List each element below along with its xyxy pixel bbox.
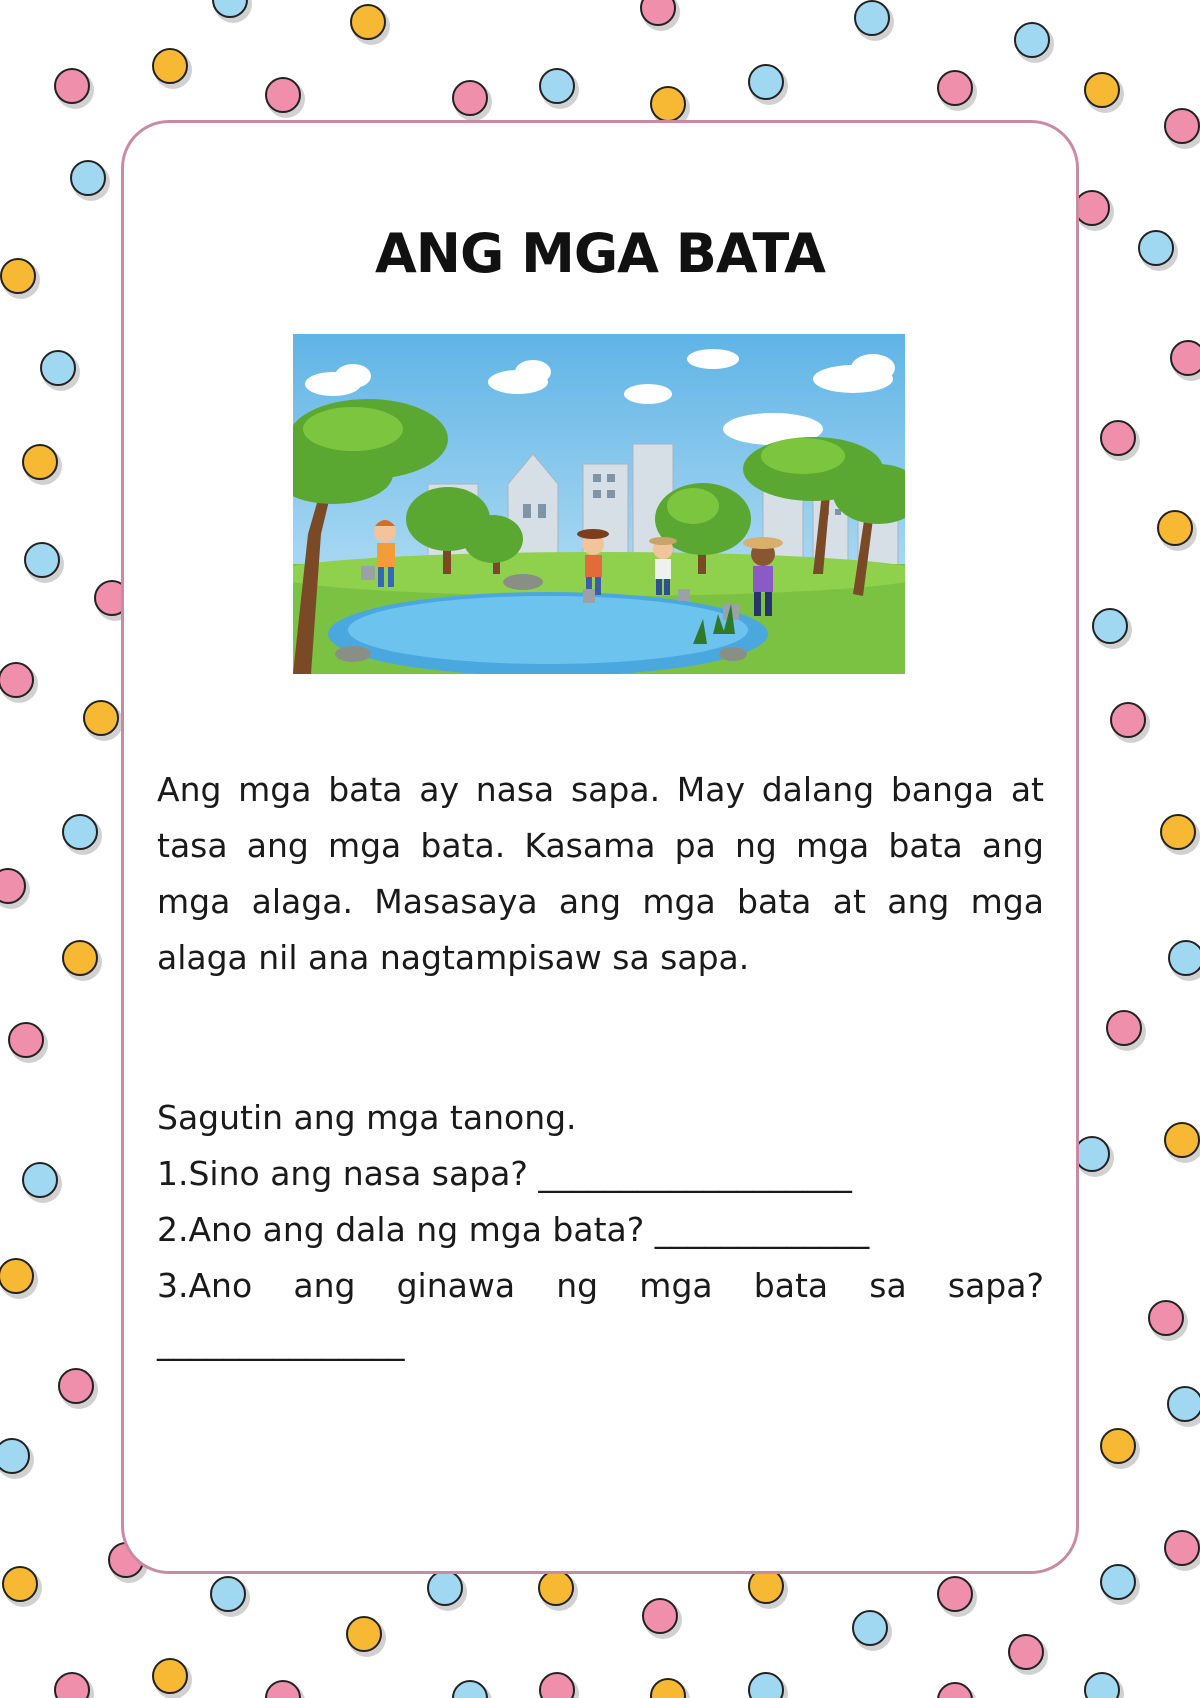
polka-dot — [938, 71, 972, 105]
polka-dot — [59, 1369, 93, 1403]
polka-dot — [1165, 1123, 1199, 1157]
polka-dot — [25, 543, 59, 577]
questions-section — [157, 1090, 1044, 1370]
polka-dot — [1168, 1387, 1200, 1421]
polka-dot — [1158, 511, 1192, 545]
polka-dot — [63, 941, 97, 975]
polka-dot — [1101, 1429, 1135, 1463]
answer-line-3: _______________ — [157, 1322, 405, 1361]
polka-dot — [1075, 1137, 1109, 1171]
polka-dot — [9, 1023, 43, 1057]
polka-dot — [266, 78, 300, 112]
polka-dot — [347, 1617, 381, 1651]
polka-dot — [1015, 23, 1049, 57]
polka-dot — [41, 351, 75, 385]
polka-dot — [0, 1259, 33, 1293]
pond-scene-illustration — [293, 334, 905, 674]
polka-dot — [1101, 421, 1135, 455]
polka-dot — [266, 1681, 300, 1698]
polka-dot — [643, 1599, 677, 1633]
polka-dot — [71, 161, 105, 195]
polka-dot — [153, 49, 187, 83]
polka-dot — [539, 1571, 573, 1605]
polka-dot — [1009, 1635, 1043, 1669]
instruction-text: Sagutin ang mga tanong. — [157, 1098, 577, 1137]
polka-dot — [855, 1, 889, 35]
polka-dot — [749, 1569, 783, 1603]
polka-dot — [1165, 1531, 1199, 1565]
polka-dot — [1171, 341, 1200, 375]
question-1: 1.Sino ang nasa sapa? ___________________ — [157, 1154, 852, 1193]
polka-dot — [651, 1679, 685, 1698]
polka-dot — [641, 0, 675, 25]
polka-dot — [938, 1577, 972, 1611]
polka-dot — [1161, 815, 1195, 849]
polka-dot — [453, 81, 487, 115]
polka-dot — [1075, 191, 1109, 225]
polka-dot — [1149, 1301, 1183, 1335]
polka-dot — [3, 1567, 37, 1601]
polka-dot — [1165, 109, 1199, 143]
question-3: 3.Ano ang ginawa ng mga bata sa sapa? — [157, 1266, 1044, 1305]
polka-dot — [540, 1673, 574, 1698]
polka-dot — [853, 1611, 887, 1645]
polka-dot — [749, 65, 783, 99]
polka-dot — [1111, 703, 1145, 737]
polka-dot — [938, 1683, 972, 1698]
polka-dot — [153, 1659, 187, 1693]
polka-dot — [63, 815, 97, 849]
polka-dot — [428, 1571, 462, 1605]
polka-dot — [55, 69, 89, 103]
polka-dot — [0, 869, 25, 903]
polka-dot — [1085, 73, 1119, 107]
question-2: 2.Ano ang dala ng mga bata? _____________ — [157, 1210, 870, 1249]
polka-dot — [1169, 941, 1200, 975]
polka-dot — [749, 1673, 783, 1698]
polka-dot — [0, 1439, 29, 1473]
polka-dot — [453, 1681, 487, 1698]
polka-dot — [55, 1673, 89, 1698]
polka-dot — [351, 5, 385, 39]
polka-dot — [1107, 1011, 1141, 1045]
polka-dot — [211, 1577, 245, 1611]
polka-dot — [540, 69, 574, 103]
polka-dot — [23, 1163, 57, 1197]
polka-dot — [1085, 1673, 1119, 1698]
polka-dot — [23, 445, 57, 479]
polka-dot — [1093, 609, 1127, 643]
reading-passage: Ang mga bata ay nasa sapa. May dalang banga at tasa ang mga bata. Kasama pa ng mga bata ang mga alaga. Masasaya ang mga bata at ang mga alaga nil ana nagtampisaw sa sapa. — [157, 770, 1044, 977]
polka-dot — [0, 663, 33, 697]
worksheet-title: ANG MGA BATA — [375, 222, 825, 285]
polka-dot — [651, 87, 685, 121]
polka-dot — [84, 701, 118, 735]
polka-dot — [1101, 1565, 1135, 1599]
